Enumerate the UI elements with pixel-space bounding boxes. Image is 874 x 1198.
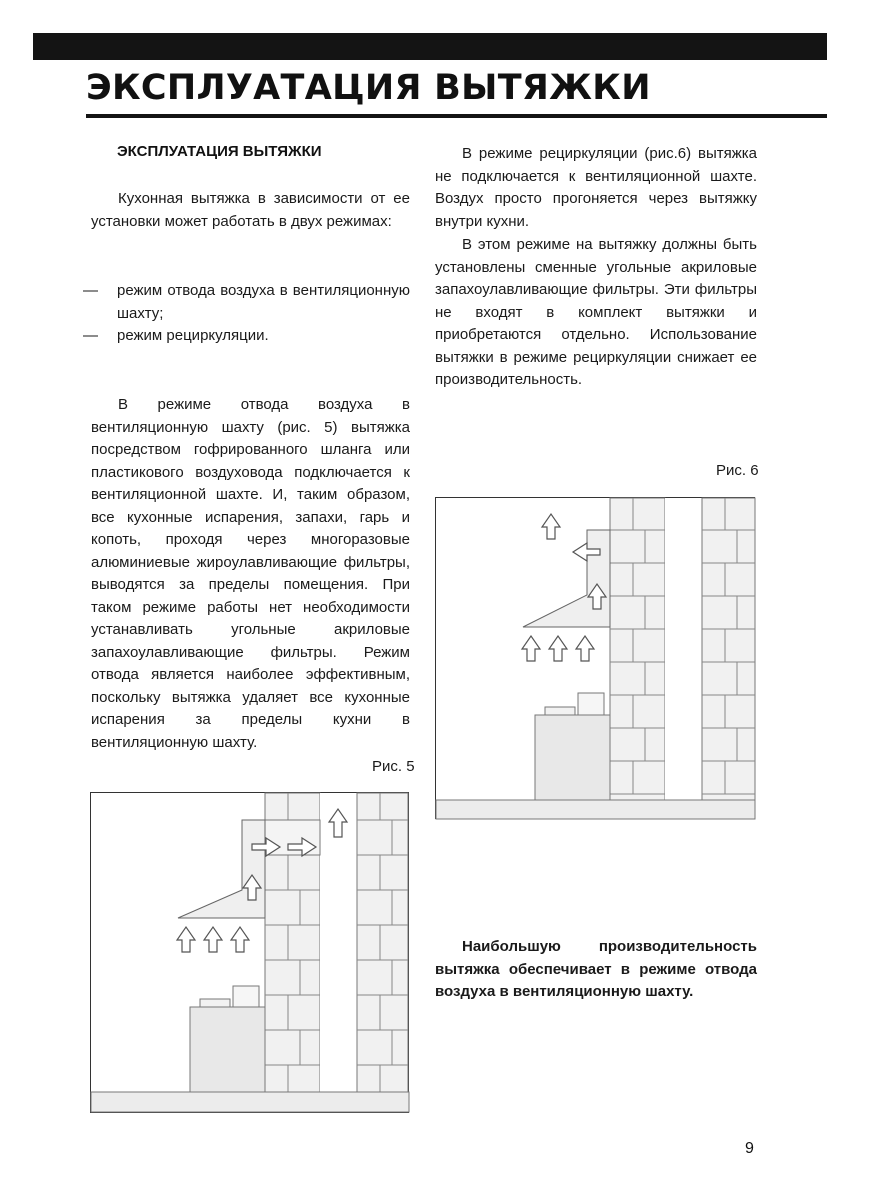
list-item-text: режим рециркуляции. <box>117 327 269 344</box>
title-underline <box>86 114 827 118</box>
list-item <box>83 280 410 325</box>
section-title: ЭКСПЛУАТАЦИЯ ВЫТЯЖКИ <box>117 143 322 160</box>
page-number: 9 <box>745 1140 754 1157</box>
performance-note: Наибольшую производительность вытяжка обеспечивает в режиме отвода воздуха в вентиляционную шахту. <box>435 938 757 1000</box>
intro-paragraph: Кухонная вытяжка в зависимости от ее установки может работать в двух режимах: <box>91 190 410 230</box>
header-bar <box>33 33 827 60</box>
vent-shaft <box>665 498 702 818</box>
vent-shaft <box>320 793 357 1112</box>
figure-5-exhaust-mode <box>90 792 410 1114</box>
wall-right-bricks <box>357 793 408 1112</box>
exhaust-mode-paragraph: В режиме отвода воздуха в вентиляционную шахту (рис. 5) вытяжка посредством гофрированного шланга или пластикового воздуховода подключается к вентиляционной шахте. И, таким образом, все кухонные испарения, запахи, гарь и копоть, проходя через многоразовые алюминиевые жироулавливающие фильтры, выводятся за пределы помещения. При таком режиме работы нет необходимости устанавливать угольные акриловые запахоулавливающие фильтры. Режим отвода является наиболее эффективным, поскольку вытяжка удаляет все кухонные испарения за пределы кухни в вентиляционную шахту. <box>91 396 410 751</box>
recirc-paragraph-1-block <box>435 143 757 233</box>
fig6-caption: Рис. 6 <box>716 462 759 479</box>
page-title: ЭКСПЛУАТАЦИЯ ВЫТЯЖКИ <box>86 68 651 108</box>
wall-right-bricks <box>702 498 755 818</box>
recirc-paragraph-2-block <box>435 234 757 392</box>
intro-paragraph-block <box>91 188 410 233</box>
list-dash: — <box>83 327 98 344</box>
list-item-text: режим отвода воздуха в вентиляционную шахту; <box>117 282 410 322</box>
cooking-pot <box>578 693 604 715</box>
floor <box>91 1092 409 1112</box>
fig5-caption: Рис. 5 <box>372 758 415 775</box>
cooking-pot <box>233 986 259 1007</box>
stove <box>190 1007 265 1092</box>
performance-note-block <box>435 936 757 1004</box>
list-dash: — <box>83 282 98 299</box>
floor <box>436 800 755 819</box>
stove <box>535 715 610 800</box>
modes-list <box>83 280 410 348</box>
recirc-paragraph-1: В режиме рециркуляции (рис.6) вытяжка не подключается к вентиляционной шахте. Воздух просто прогоняется через вытяжку внутри кухни. <box>435 145 757 230</box>
list-item <box>83 325 410 348</box>
figure-6-recirculation-mode <box>435 497 756 820</box>
exhaust-mode-block <box>91 394 410 754</box>
recirc-paragraph-2: В этом режиме на вытяжку должны быть установлены сменные угольные акриловые запахоулавливающие фильтры. Эти фильтры не входят в комплект вытяжки и приобретаются отдельно. Использование вытяжки в режиме рециркуляции снижает ее производительность. <box>435 236 757 388</box>
wall-left-bricks <box>610 498 665 818</box>
